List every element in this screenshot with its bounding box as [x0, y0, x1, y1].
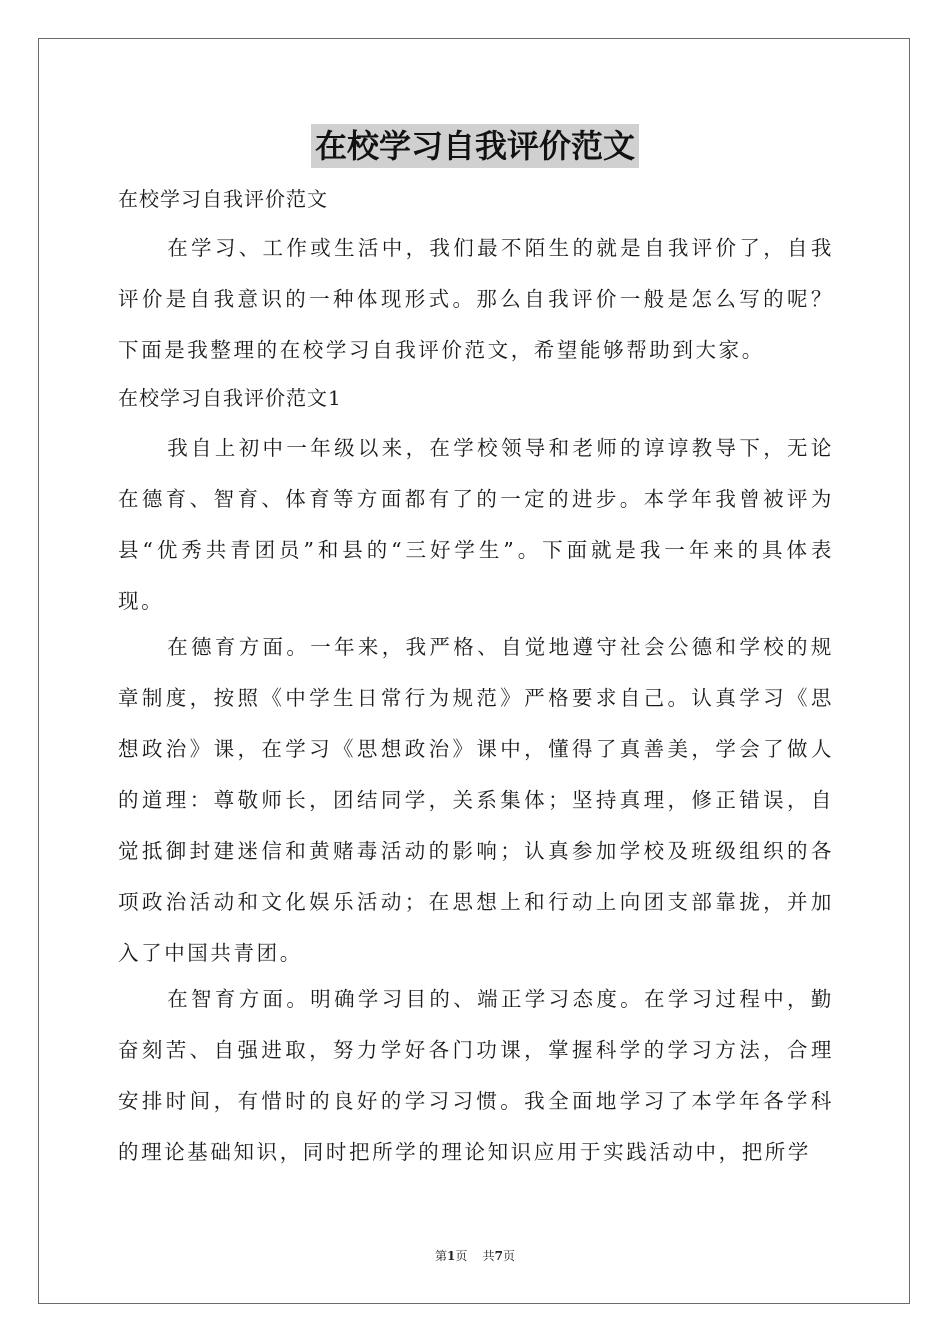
document-title: 在校学习自我评价范文 — [311, 124, 639, 168]
footer-page-prefix: 第 — [434, 1249, 447, 1263]
footer-page-suffix: 页 — [455, 1249, 468, 1263]
body-paragraph: 我自上初中一年级以来，在学校领导和老师的谆谆教导下，无论在德育、智育、体育等方面都有了的一定的进步。本学年我曾被评为县“优秀共青团员”和县的“三好学生”。下面就是我一年来的具体表现。 — [118, 436, 834, 613]
footer-total-prefix: 共 — [482, 1249, 495, 1263]
page-footer — [0, 1248, 950, 1264]
body-paragraph: 在智育方面。明确学习目的、端正学习态度。在学习过程中，勤奋刻苦、自强进取，努力学好各门功课，掌握科学的学习方法，合理安排时间，有惜时的良好的学习习惯。我全面地学习了本学年各学科的理论基础知识，同时把所学的理论知识应用于实践活动中，把所学 — [118, 987, 834, 1164]
intro-paragraph: 在学习、工作或生活中，我们最不陌生的就是自我评价了，自我评价是自我意识的一种体现形式。那么自我评价一般是怎么写的呢？下面是我整理的在校学习自我评价范文，希望能够帮助到大家。 — [118, 236, 834, 362]
body-paragraph: 在德育方面。一年来，我严格、自觉地遵守社会公德和学校的规章制度，按照《中学生日常行为规范》严格要求自己。认真学习《思想政治》课，在学习《思想政治》课中，懂得了真善美，学会了做人的道理：尊敬师长，团结同学，关系集体；坚持真理，修正错误，自觉抵御封建迷信和黄赌毒活动的影响；认真参加学校及班级组织的各项政治活动和文化娱乐活动；在思想上和行动上向团支部靠拢，并加入了中国共青团。 — [118, 635, 834, 965]
document-subtitle: 在校学习自我评价范文 — [118, 187, 328, 211]
footer-total-pages: 7 — [494, 1249, 503, 1263]
section-heading: 在校学习自我评价范文1 — [118, 386, 342, 410]
title-container — [0, 124, 950, 168]
footer-page-number: 1 — [446, 1249, 456, 1263]
footer-total-suffix: 页 — [503, 1249, 516, 1263]
